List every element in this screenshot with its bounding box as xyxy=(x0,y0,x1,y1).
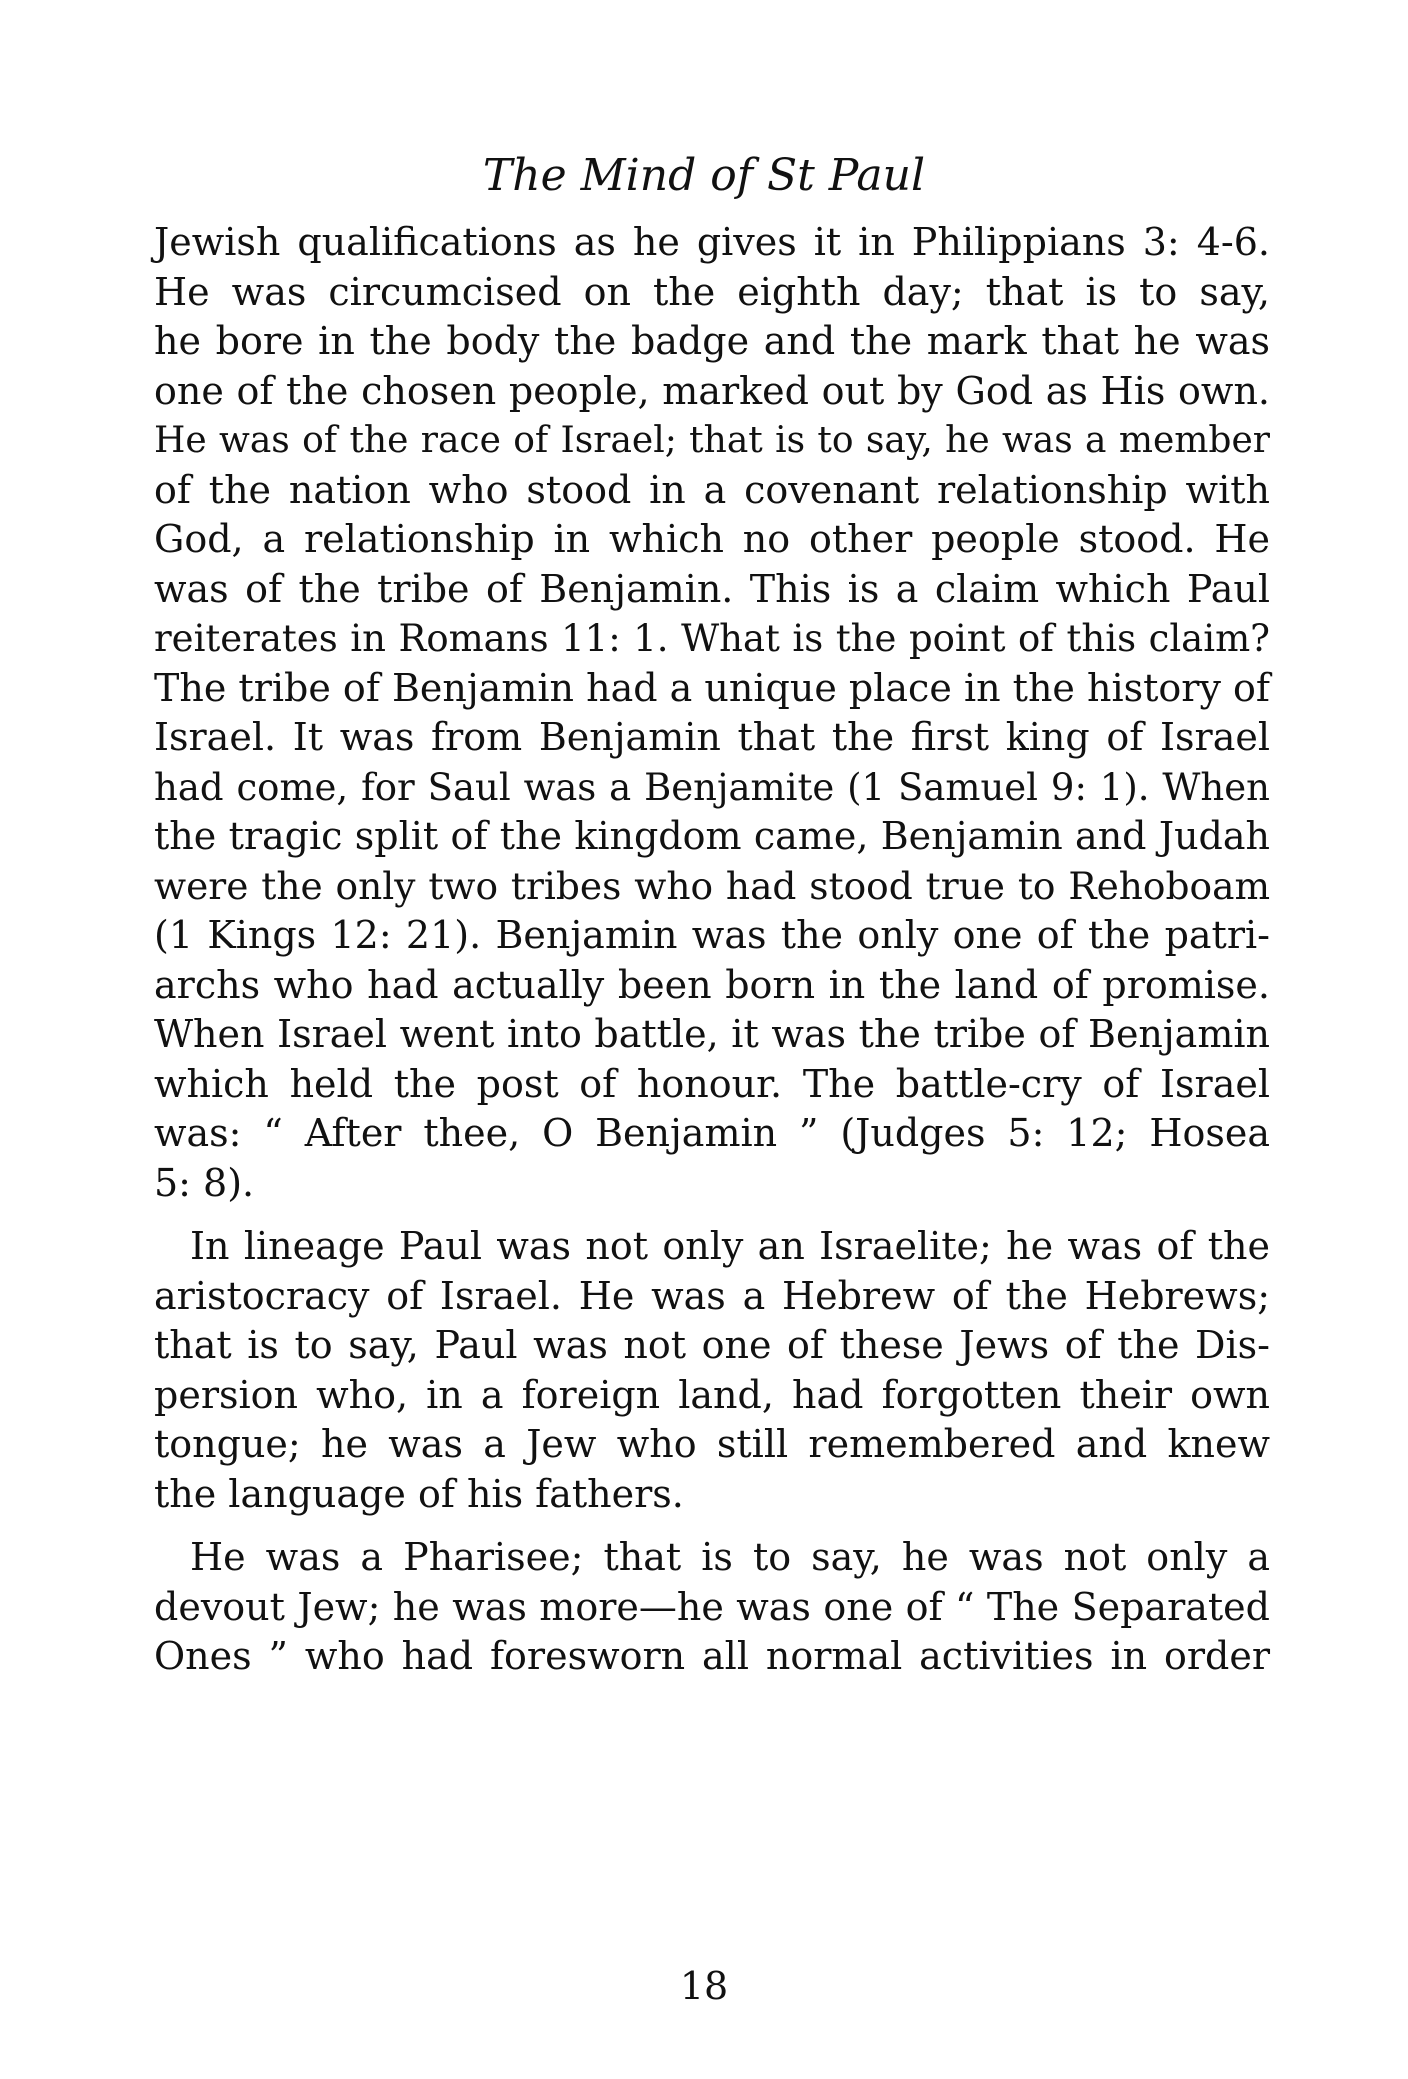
text-line: aristocracy of Israel. He was a Hebrew of the Hebrews; xyxy=(154,1273,1270,1318)
text-line: In lineage Paul was not only an Israelite; he was of the xyxy=(190,1224,1270,1268)
text-line: were the only two tribes who had stood true to Rehoboam xyxy=(154,863,1270,908)
text-line: archs who had actually been born in the land of promise. xyxy=(154,962,1270,1007)
paragraph-spacer xyxy=(154,1519,1270,1533)
paragraph-3 xyxy=(154,1533,1270,1682)
text-line: God, a relationship in which no other people stood. He xyxy=(154,517,1270,561)
text-line: was: “ After thee, O Benjamin ” (Judges 5: 12; Hosea xyxy=(154,1111,1270,1155)
text-line: one of the chosen people, marked out by God as His own. xyxy=(154,368,1270,413)
text-line: reiterates in Romans 11: 1. What is the point of this claim? xyxy=(154,617,1270,660)
text-line: Israel. It was from Benjamin that the first king of Israel xyxy=(154,715,1270,759)
text-line: that is to say, Paul was not one of these Jews of the Dis- xyxy=(154,1323,1270,1367)
text-line: When Israel went into battle, it was the tribe of Benjamin xyxy=(154,1012,1270,1056)
page-number: 18 xyxy=(679,1964,729,2008)
text-line: The tribe of Benjamin had a unique place in the history of xyxy=(154,665,1270,710)
text-line: of the nation who stood in a covenant relationship with xyxy=(154,467,1270,512)
text-line: the language of his fathers. xyxy=(154,1471,684,1516)
text-line: 5: 8). xyxy=(154,1160,255,1205)
paragraph-1 xyxy=(154,218,1270,1208)
text-line: devout Jew; he was more—he was one of “ The Separated xyxy=(154,1584,1270,1629)
text-line: He was a Pharisee; that is to say, he was not only a xyxy=(190,1535,1270,1579)
paragraph-spacer xyxy=(154,1208,1270,1222)
text-line: Jewish qualifications as he gives it in Philippians 3: 4-6. xyxy=(154,220,1270,264)
running-head: The Mind of St Paul xyxy=(482,150,926,201)
text-line: tongue; he was a Jew who still remembered and knew xyxy=(154,1422,1270,1466)
text-line: had come, for Saul was a Benjamite (1 Samuel 9: 1). When xyxy=(154,765,1270,809)
text-line: Ones ” who had foresworn all normal activities in order xyxy=(154,1634,1270,1678)
text-line: (1 Kings 12: 21). Benjamin was the only one of the patri- xyxy=(154,913,1270,957)
text-line: persion who, in a foreign land, had forgotten their own xyxy=(154,1372,1270,1417)
body-text xyxy=(154,218,1270,1682)
text-line: was of the tribe of Benjamin. This is a claim which Paul xyxy=(154,566,1270,611)
text-line: He was circumcised on the eighth day; that is to say, xyxy=(154,269,1270,314)
text-line: the tragic split of the kingdom came, Benjamin and Judah xyxy=(154,814,1270,858)
paragraph-2 xyxy=(154,1222,1270,1519)
text-line: He was of the race of Israel; that is to say, he was a member xyxy=(154,420,1270,461)
text-line: he bore in the body the badge and the mark that he was xyxy=(154,319,1270,363)
text-line: which held the post of honour. The battle-cry of Israel xyxy=(154,1061,1270,1106)
